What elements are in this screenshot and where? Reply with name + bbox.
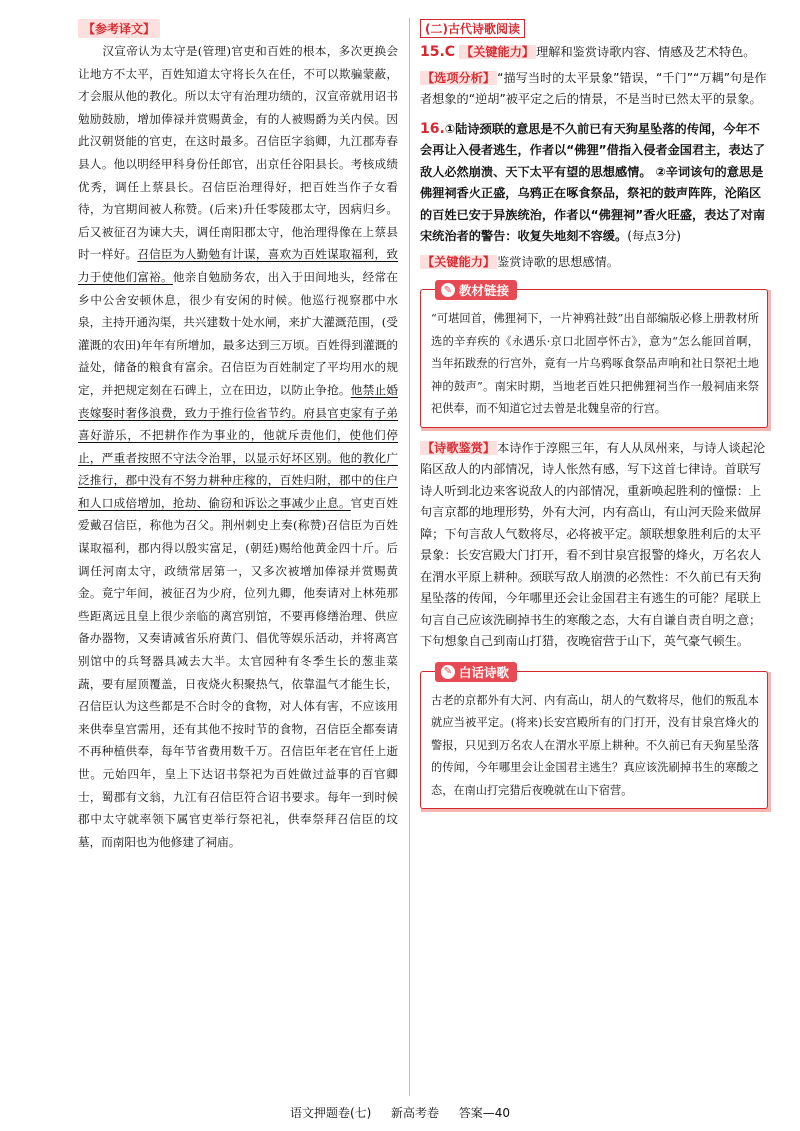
option-analysis-text: “描写当时的太平景象”错误，“千门”“万耦”句是作者想象的“逆胡”被平定之后的情景，不是当时已然太平的景象。 xyxy=(420,70,767,106)
translation-underlined-segment: 召信臣为人勤勉有计谋，喜欢为百姓谋取福利，致力于使他们富裕。 xyxy=(78,247,398,284)
vernacular-poem-title: 白话诗歌 xyxy=(459,664,510,680)
textbook-link-text: “可堪回首，佛狸祠下，一片神鸦社鼓”出自部编版必修上册教材所选的辛弃疾的《永遇乐·京口北固亭怀古》，意为“怎么能回首啊，当年拓跋焘的行宫外，竟有一片乌鸦啄食祭品声响和社日祭祀土地神的鼓声”。南宋时期，当地老百姓只把佛狸祠当作一般祠庙来祭祀供奉，而不知道它过去曾是北魏皇帝的行宫。 xyxy=(431,312,759,415)
poetry-reading-column xyxy=(420,18,768,809)
page-footer xyxy=(0,1104,800,1121)
translation-segment: 官吏百姓爱戴召信臣，称他为召父。荆州刺史上奏(称赞)召信臣为百姓谋取福利，郡内得以殷实富足，(朝廷)赐给他黄金四十斤。后调任河南太守，政绩常居第一，又多次被增加俸禄并赏赐黄金。竟宁年间，被征召为少府，位列九卿，他奏请对上林苑那些距离远且皇上很少亲临的离宫别馆，不要再修缮治理、供应备办器物，又奏请减省乐府黄门、倡优等娱乐活动，并将离宫别馆中的兵弩器具减去大半。太官园种有冬季生长的葱韭菜蔬，要有屋顶覆盖，日夜烧火积聚热气，依靠温气才能生长，召信臣认为这些都是不合时令的食物，对人体有害，不应该用来供奉皇宫需用，还有其他不按时节的食物，召信臣全都奏请不再种植供奉，每年节省费用数千万。召信臣年老在官任上逝世。元始四年，皇上下达诏书祭祀为百姓做过益事的百官卿士，蜀郡有文翁，九江有召信臣符合诏书要求。每年一到时候郡中太守就率领下属官吏举行祭祀礼，供奉祭拜召信臣的坟墓，而南阳也为他修建了祠庙。 xyxy=(78,495,398,849)
poem-appreciation xyxy=(420,438,768,653)
textbook-link-tab xyxy=(435,280,517,300)
option-analysis xyxy=(420,68,768,111)
textbook-link-title: 教材链接 xyxy=(459,283,510,298)
section-title: (二)古代诗歌阅读 xyxy=(420,19,525,38)
question-16 xyxy=(420,119,768,248)
key-ability-text: 理解和鉴赏诗歌内容、情感及艺术特色。 xyxy=(536,45,756,59)
vernacular-poem-box xyxy=(420,664,768,810)
question-15 xyxy=(420,42,768,64)
poem-appreciation-tag: 【诗歌鉴赏】 xyxy=(422,440,496,455)
vernacular-poem-tab xyxy=(435,662,517,682)
answer-point-1: ①陆诗颈联的意思是不久前已有天狗星坠落的传闻，今年不会再让入侵者逃生，作者以“佛狸”借指入侵者金国君主，表达了敌人必然崩溃、天下太平有望的思想感情。 xyxy=(420,121,766,179)
score-note: (每点3分) xyxy=(627,229,682,243)
option-analysis-tag: 【选项分析】 xyxy=(422,70,496,85)
key-ability-text: 鉴赏诗歌的思想感情。 xyxy=(497,254,619,269)
footer-edition: 新高考卷 xyxy=(391,1106,440,1120)
translation-segment: 汉宣帝认为太守是(管理)官吏和百姓的根本，多次更换会让地方不太平，百姓知道太守将长久在任，不可以欺骗蒙蔽，才会服从他的教化。所以太守有治理功绩的，汉宣帝就用诏书勉励鼓励，增加俸禄并赏赐黄金，有的人被赐爵为关内侯。因此汉朝贤能的官吏，在这时最多。召信臣字翁卿，九江郡寿春县人。他以明经甲科身份任郎官，出京任谷阳县长。考核成绩优秀，调任上蔡县长。召信臣治理得好，把百姓当作子女看待，为官期间被人称赞。(后来)升任零陵郡太守，因病归乡。后又被征召为谏大夫，调任南阳郡太守，他治理得像在上蔡县时一样好。 xyxy=(78,44,398,262)
reference-translation-column xyxy=(78,18,398,853)
question-number: 16. xyxy=(420,120,445,137)
answer-point-2: ②辛词该句的意思是佛狸祠香火正盛，乌鸦正在啄食祭品，祭祀的鼓声阵阵，沦陷区的百姓已安于异族统治，作者以“佛狸祠”香火旺盛，表达了对南宋统治者的警告：收复失地刻不容缓。 xyxy=(420,164,766,243)
reference-translation-text xyxy=(78,40,398,853)
footer-page-number: 答案—40 xyxy=(458,1106,510,1120)
poem-appreciation-text: 本诗作于淳熙三年，有人从凤州来，与诗人谈起沦陷区敌人的内部情况，诗人怅然有感，写下这首七律诗。首联写诗人听到北边来客说敌人的内部情况，重新唤起胜利的憧憬：上句言京都的地理形势，外有大河，内有高山，有山河天险来做屏障；下句言敌人气数将尽，必将被平定。颔联想象胜利后的太平景象：长安宫殿大门打开，看不到甘泉宫报警的烽火，万名农人在渭水平原上耕种。颈联写敌人崩溃的必然性：不久前已有天狗星坠落的传闻，今年哪里还会让金国君主有逃生的可能？尾联上句言自己应该洗刷掉书生的寒酸之态，大有自谦自责自明之意；下句想象自己到南山打猎，夜晚宿营于山下，英气豪气顿生。 xyxy=(420,440,766,648)
link-icon: ✎ xyxy=(441,283,455,297)
chat-icon: ✎ xyxy=(441,665,455,679)
key-ability-tag: 【关键能力】 xyxy=(422,254,496,269)
footer-book-title: 语文押题卷(七) xyxy=(290,1106,372,1120)
key-ability-16 xyxy=(420,252,768,274)
textbook-link-box xyxy=(420,283,768,428)
column-divider xyxy=(409,18,410,1096)
question-number: 15.C xyxy=(420,44,456,60)
key-ability-tag: 【关键能力】 xyxy=(460,45,535,59)
reference-translation-header: 【参考译文】 xyxy=(78,19,160,38)
vernacular-poem-text: 古老的京都外有大河、内有高山，胡人的气数将尽，他们的叛乱本就应当被平定。(将来)长安宫殿所有的门打开，没有甘泉宫烽火的警报，只见到万名农人在渭水平原上耕种。不久前已有天狗星坠落的传闻，今年哪里会让金国君主逃生？真应该洗刷掉书生的寒酸之态，在南山打完猎后夜晚就在山下宿营。 xyxy=(431,693,759,797)
translation-underlined-segment: 他禁止婚丧嫁娶时奢侈浪费，致力于推行俭省节约。府县官吏家有子弟喜好游乐，不把耕作作为事业的，他就斥责他们，使他们停止，严重者按照不守法令治罪，以显示好坏区别。他的教化广泛推行，郡中没有不努力耕种庄稼的，百姓归附，郡中的住户和人口成倍增加，抢劫、偷窃和诉讼之事减少止息。 xyxy=(78,382,398,510)
translation-segment: 他亲自勉励务农，出入于田间地头，经常在乡中公舍安顿休息，很少有安闲的时候。他巡行视察郡中水泉，主持开通沟渠，共兴建数十处水闸，来扩大灌溉范围，(受灌溉的农田)年年有所增加，最多达到三万顷。百姓得到灌溉的益处，储备的粮食有富余。召信臣为百姓制定了平均用水的规定，并把规定刻在石碑上，立在田边，以防止争抢。 xyxy=(78,269,398,397)
